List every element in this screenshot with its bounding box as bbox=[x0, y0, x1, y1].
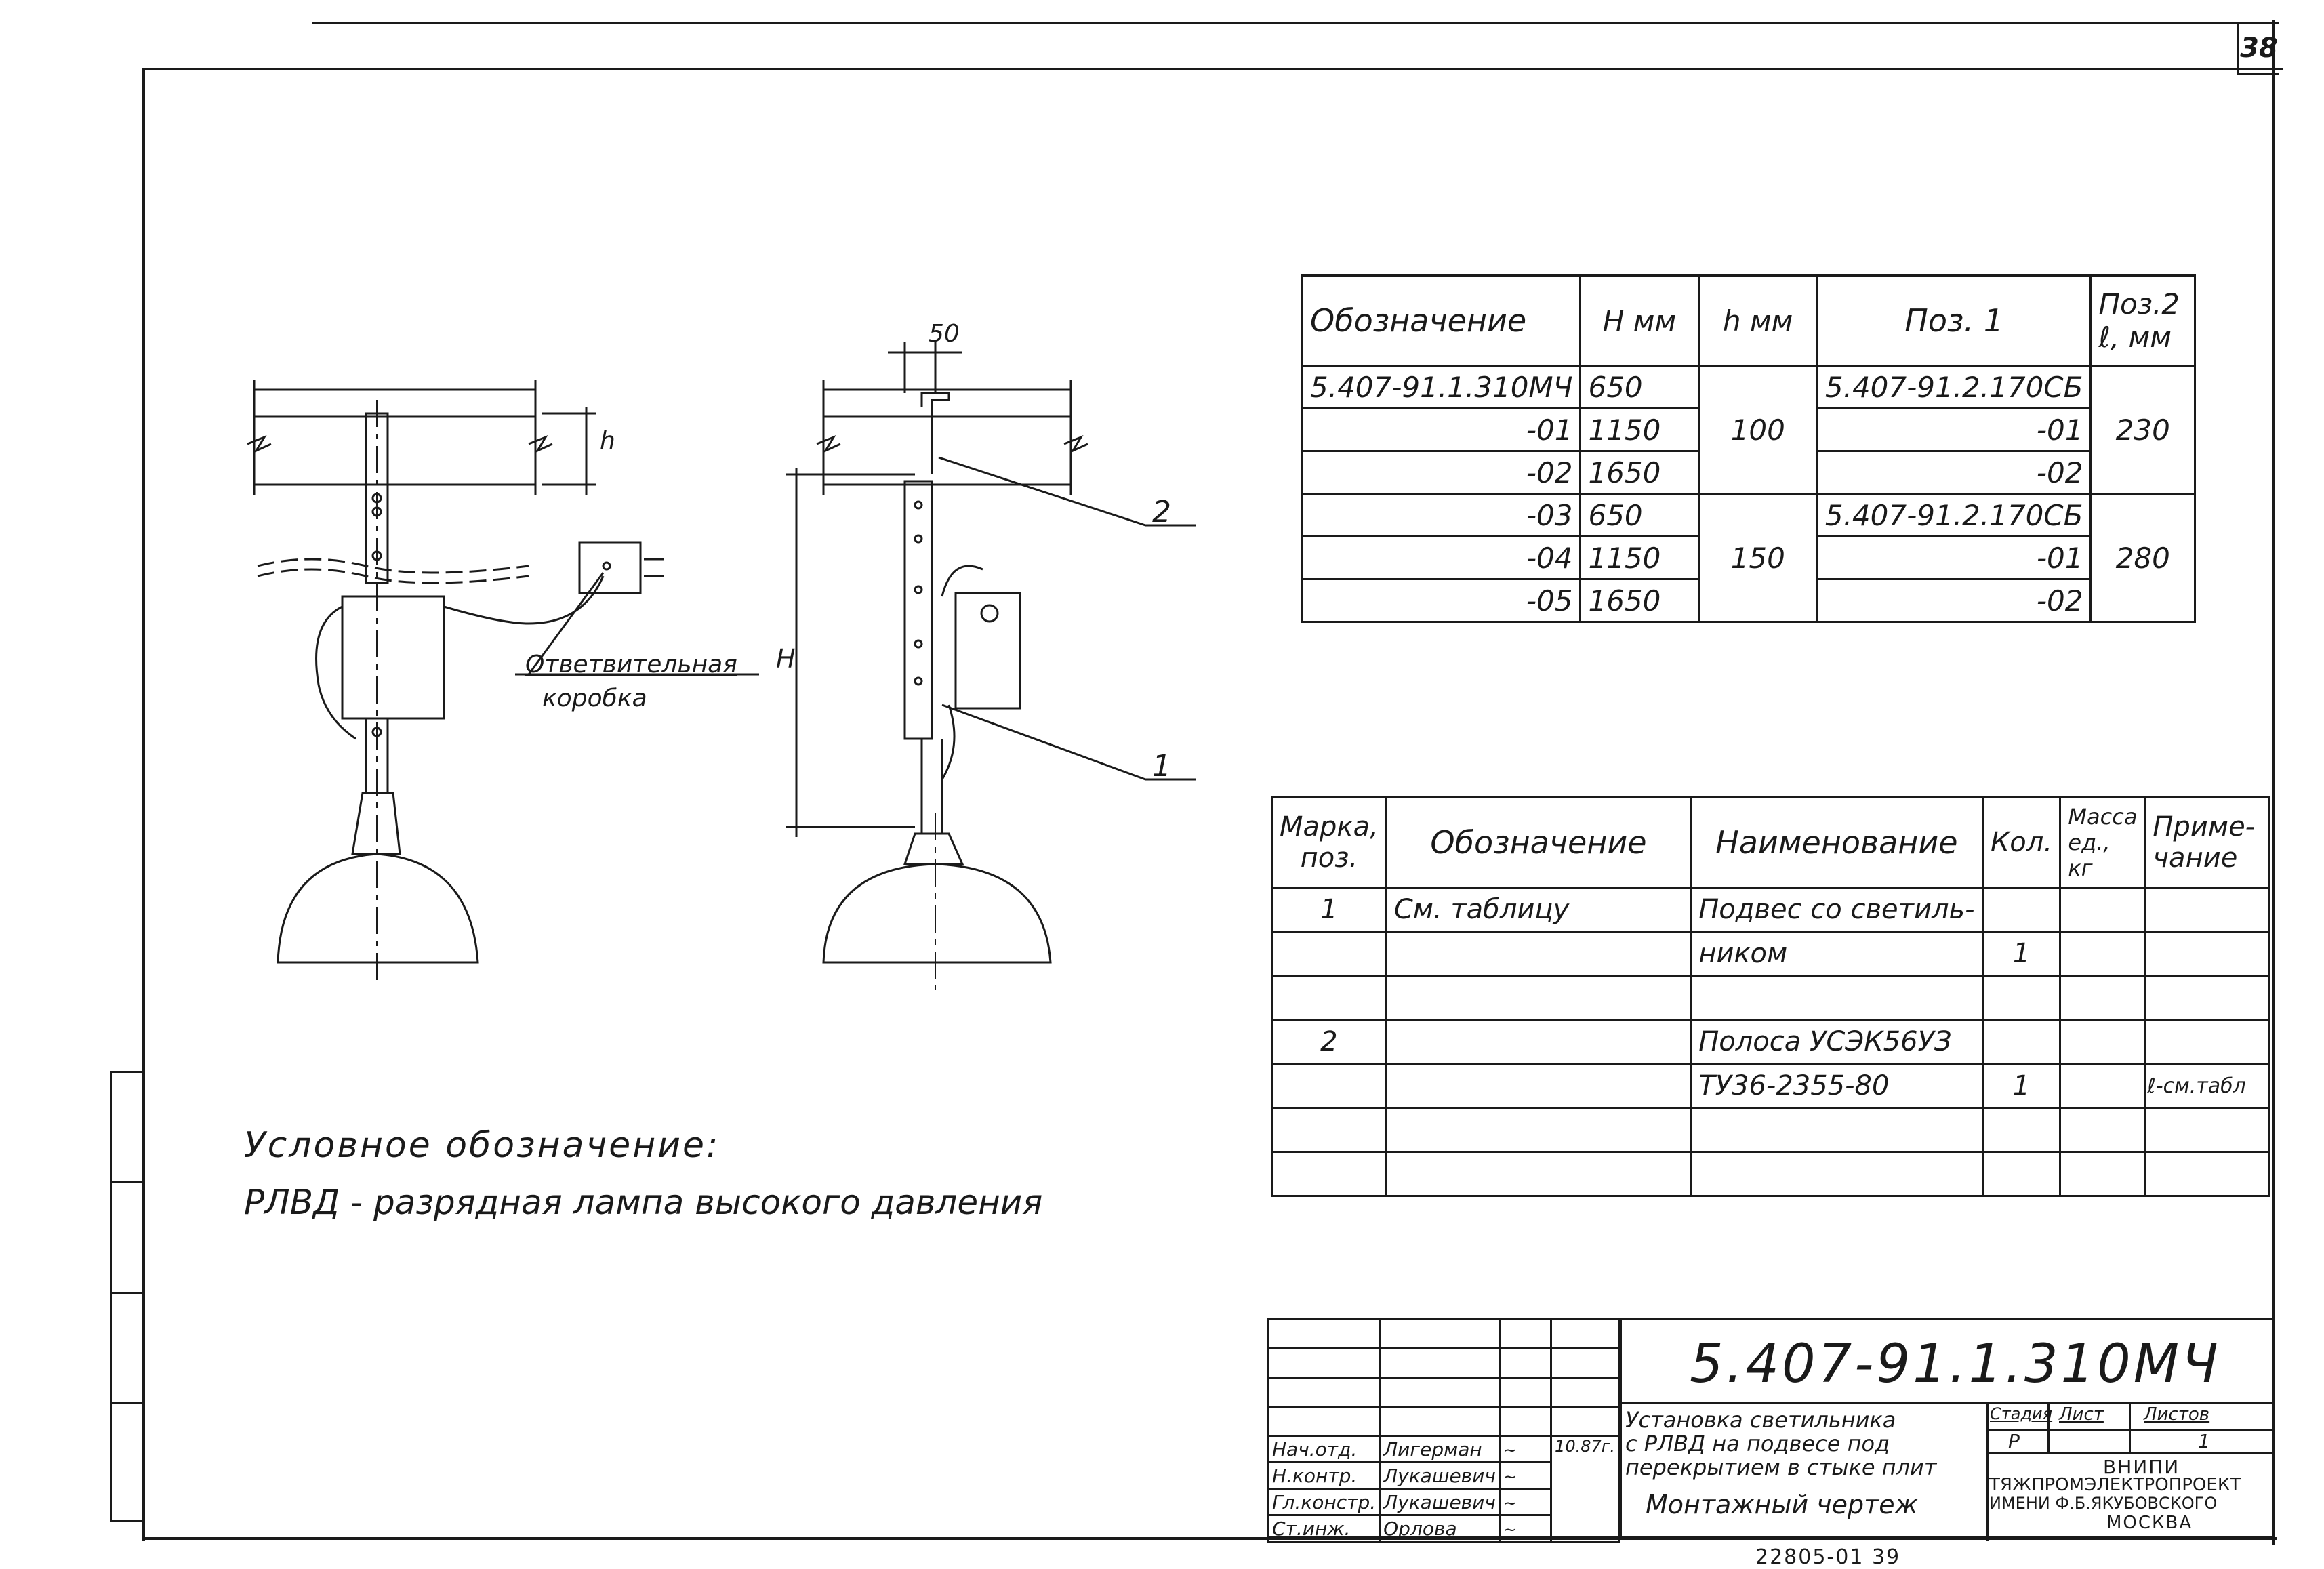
table-cell: 230 bbox=[2091, 366, 2195, 494]
name-head-of-dept: Лигерман bbox=[1380, 1436, 1500, 1463]
table-cell bbox=[1272, 1108, 1387, 1152]
table-cell: -02 bbox=[1303, 451, 1581, 494]
table-cell bbox=[1982, 1108, 2060, 1152]
description-line3: перекрытием в стыке плит bbox=[1625, 1454, 1937, 1480]
table-cell bbox=[2060, 888, 2145, 932]
table-cell: 1650 bbox=[1581, 579, 1698, 622]
table-cell bbox=[1272, 976, 1387, 1020]
table-cell bbox=[1386, 1064, 1690, 1108]
table-cell: 280 bbox=[2091, 494, 2195, 622]
header-designation: Обозначение bbox=[1303, 276, 1581, 366]
signature-table bbox=[1267, 1318, 1620, 1543]
role-norm-control: Н.контр. bbox=[1269, 1463, 1380, 1489]
table-cell bbox=[1691, 976, 1982, 1020]
description-line4: Монтажный чертеж bbox=[1646, 1490, 1918, 1520]
table-cell bbox=[2145, 888, 2270, 932]
name-chief-designer: Лукашевич bbox=[1380, 1489, 1500, 1515]
description-line1: Установка светильника bbox=[1625, 1407, 1896, 1433]
table-cell bbox=[1386, 932, 1690, 976]
table-cell bbox=[1272, 1152, 1387, 1196]
table-cell bbox=[1272, 1064, 1387, 1108]
role-chief-designer: Гл.констр. bbox=[1269, 1489, 1380, 1515]
table-cell bbox=[1691, 1152, 1982, 1196]
table-cell: -03 bbox=[1303, 494, 1581, 537]
sheets-value: 1 bbox=[2198, 1430, 2210, 1452]
table-cell bbox=[2145, 932, 2270, 976]
table-cell: 1 bbox=[1982, 1064, 2060, 1108]
role-head-of-dept: Нач.отд. bbox=[1269, 1436, 1380, 1463]
dim-small-h-label: h bbox=[600, 427, 615, 455]
table-cell bbox=[2145, 1152, 2270, 1196]
table-cell: 1650 bbox=[1581, 451, 1698, 494]
table-cell: -05 bbox=[1303, 579, 1581, 622]
header-h-lower: h мм bbox=[1698, 276, 1817, 366]
table-cell bbox=[2145, 1020, 2270, 1064]
table-cell: 5.407-91.2.170СБ bbox=[1817, 366, 2091, 409]
description-line2: с РЛВД на подвесе под bbox=[1625, 1431, 1890, 1456]
table-cell bbox=[2060, 1152, 2145, 1196]
page-number: 38 bbox=[2237, 22, 2279, 75]
table-cell bbox=[1982, 1020, 2060, 1064]
table-cell: 5.407-91.2.170СБ bbox=[1817, 494, 2091, 537]
signature-cell: ~ bbox=[1499, 1463, 1551, 1489]
callout-2: 2 bbox=[1152, 495, 1171, 529]
table-cell: 650 bbox=[1581, 494, 1698, 537]
top-border-line bbox=[312, 22, 2277, 24]
table-cell: 1 bbox=[1272, 888, 1387, 932]
table-cell: 150 bbox=[1698, 494, 1817, 622]
spec-header-name: Наименование bbox=[1691, 798, 1982, 888]
sheet-label: Лист bbox=[2059, 1404, 2104, 1425]
table-cell: 5.407-91.1.310МЧ bbox=[1303, 366, 1581, 409]
table-cell bbox=[1386, 1152, 1690, 1196]
signature-cell: ~ bbox=[1499, 1515, 1551, 1542]
box-label-line1: Ответвительная bbox=[525, 651, 737, 678]
table-cell: -02 bbox=[1817, 579, 2091, 622]
table-cell: 1150 bbox=[1581, 409, 1698, 451]
table-cell bbox=[2145, 976, 2270, 1020]
drawing-code: 5.407-91.1.310МЧ bbox=[1690, 1334, 2221, 1395]
table-cell bbox=[2060, 1064, 2145, 1108]
header-h-upper: H мм bbox=[1581, 276, 1698, 366]
spec-header-note: Приме- чание bbox=[2145, 798, 2270, 888]
right-border bbox=[2272, 20, 2275, 1545]
spec-header-mark: Марка, поз. bbox=[1272, 798, 1387, 888]
stage-label: Стадия bbox=[1990, 1404, 2053, 1423]
table-cell: Подвес со светиль- bbox=[1691, 888, 1982, 932]
table-cell bbox=[2060, 1108, 2145, 1152]
table-cell bbox=[1982, 888, 2060, 932]
table-cell: См. таблицу bbox=[1386, 888, 1690, 932]
table-cell bbox=[2145, 1108, 2270, 1152]
org-line3: ИМЕНИ Ф.Б.ЯКУБОВСКОГО bbox=[1989, 1494, 2218, 1513]
sheets-label: Листов bbox=[2144, 1404, 2210, 1425]
table-cell: 2 bbox=[1272, 1020, 1387, 1064]
table-cell: ником bbox=[1691, 932, 1982, 976]
table-cell: -02 bbox=[1817, 451, 2091, 494]
table-cell: ℓ-см.табл bbox=[2145, 1064, 2270, 1108]
name-senior-engineer: Орлова bbox=[1380, 1515, 1500, 1542]
table-cell bbox=[1982, 976, 2060, 1020]
table-cell bbox=[1386, 1108, 1690, 1152]
signature-cell: ~ bbox=[1499, 1489, 1551, 1515]
spec-header-designation: Обозначение bbox=[1386, 798, 1690, 888]
dim-h-label: H bbox=[776, 644, 796, 674]
table-cell: -01 bbox=[1817, 409, 2091, 451]
legend-text: РЛВД - разрядная лампа высокого давления bbox=[244, 1183, 1043, 1222]
table-cell: 1 bbox=[1982, 932, 2060, 976]
table-cell: -01 bbox=[1817, 537, 2091, 579]
role-senior-engineer: Ст.инж. bbox=[1269, 1515, 1380, 1542]
title-block bbox=[1267, 1318, 2273, 1539]
table-cell: -04 bbox=[1303, 537, 1581, 579]
table-cell bbox=[1272, 932, 1387, 976]
table-cell: Полоса УСЭК56УЗ bbox=[1691, 1020, 1982, 1064]
table-cell bbox=[1386, 1020, 1690, 1064]
signature-cell: ~ bbox=[1499, 1436, 1551, 1463]
archive-number: 22805-01 39 bbox=[1755, 1545, 1901, 1569]
table-cell: 100 bbox=[1698, 366, 1817, 494]
specification-table bbox=[1271, 796, 2270, 1197]
binding-tab bbox=[110, 1071, 144, 1522]
org-line1: ВНИПИ bbox=[2103, 1456, 2180, 1478]
title-date: 10.87г. bbox=[1551, 1436, 1619, 1542]
variants-table bbox=[1301, 274, 2196, 623]
table-cell bbox=[1386, 976, 1690, 1020]
table-cell: 650 bbox=[1581, 366, 1698, 409]
table-cell bbox=[2060, 1020, 2145, 1064]
table-cell bbox=[2060, 976, 2145, 1020]
table-cell bbox=[1982, 1152, 2060, 1196]
table-cell bbox=[1691, 1108, 1982, 1152]
box-label-line2: коробка bbox=[542, 685, 647, 712]
org-line2: ТЯЖПРОМЭЛЕКТРОПРОЕКТ bbox=[1989, 1475, 2241, 1495]
table-cell: ТУ36-2355-80 bbox=[1691, 1064, 1982, 1108]
name-norm-control: Лукашевич bbox=[1380, 1463, 1500, 1489]
callout-1: 1 bbox=[1152, 749, 1171, 783]
table-cell: 1150 bbox=[1581, 537, 1698, 579]
spec-header-qty: Кол. bbox=[1982, 798, 2060, 888]
header-pos1: Поз. 1 bbox=[1817, 276, 2091, 366]
table-cell: -01 bbox=[1303, 409, 1581, 451]
header-pos2: Поз.2 ℓ, мм bbox=[2091, 276, 2195, 366]
dim-50-label: 50 bbox=[929, 320, 960, 348]
spec-header-mass: Масса ед., кг bbox=[2060, 798, 2145, 888]
stage-value: Р bbox=[2008, 1430, 2020, 1452]
table-cell bbox=[2060, 932, 2145, 976]
org-line4: МОСКВА bbox=[2106, 1513, 2193, 1533]
legend-title: Условное обозначение: bbox=[244, 1125, 720, 1166]
